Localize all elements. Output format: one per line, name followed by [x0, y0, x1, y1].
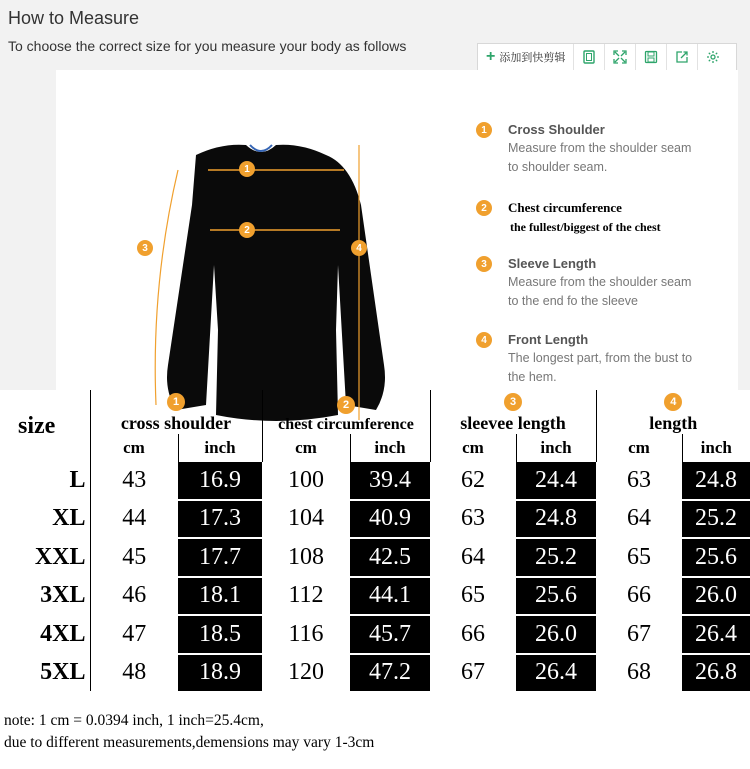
legend-sleeve	[476, 256, 716, 311]
marker-1: 1	[239, 161, 255, 177]
legend-chest	[476, 200, 716, 237]
legend-badge: 1	[476, 122, 492, 138]
gear-icon[interactable]	[698, 44, 728, 70]
inch-cell: 18.1	[178, 577, 262, 616]
legend-cross-shoulder	[476, 122, 716, 177]
legend-desc: Measure from the shoulder seam to shoulder seam.	[508, 141, 692, 174]
size-chart-table	[0, 390, 750, 691]
legend-badge: 2	[476, 200, 492, 216]
save-icon[interactable]	[636, 44, 667, 70]
cm-cell: 66	[627, 582, 651, 609]
col-sleeve: 3 sleevee length	[430, 390, 596, 434]
inch-cell: 26.0	[682, 577, 750, 616]
add-to-clip-button[interactable]	[478, 44, 574, 70]
table-row	[0, 538, 750, 577]
cm-cell: 45	[90, 538, 178, 577]
cm-cell: 65	[627, 543, 651, 570]
clip-toolbar	[477, 43, 737, 71]
plus-icon: +	[486, 48, 496, 65]
unit-cm: cm	[430, 434, 516, 462]
column-badge: 2	[337, 396, 355, 414]
cm-cell: 63	[627, 467, 651, 494]
unit-inch: inch	[516, 434, 596, 462]
legend-front-length	[476, 332, 716, 387]
inch-cell: 47.2	[350, 654, 430, 692]
inch-cell: 42.5	[350, 538, 430, 577]
cm-cell: 112	[288, 582, 324, 609]
cm-cell: 120	[288, 658, 324, 685]
cm-cell: 67	[461, 658, 485, 685]
inch-cell: 24.8	[682, 462, 750, 500]
legend-badge: 4	[476, 332, 492, 348]
inch-cell: 24.8	[516, 500, 596, 539]
marker-4: 4	[351, 240, 367, 256]
marker-3: 3	[137, 240, 153, 256]
table-header-row	[0, 390, 750, 434]
col-cross-shoulder: 1 cross shoulder	[90, 390, 262, 434]
unit-inch: inch	[350, 434, 430, 462]
table-row	[0, 500, 750, 539]
cm-cell: 44	[90, 500, 178, 539]
cm-cell: 67	[627, 620, 651, 647]
unit-inch: inch	[682, 434, 750, 462]
add-to-clip-label: 添加到快剪辑	[499, 52, 566, 64]
cm-cell: 48	[90, 654, 178, 692]
table-row	[0, 615, 750, 654]
unit-row	[0, 434, 750, 462]
inch-cell: 39.4	[350, 462, 430, 500]
inch-cell: 40.9	[350, 500, 430, 539]
marker-2: 2	[239, 222, 255, 238]
cm-cell: 43	[90, 462, 178, 500]
size-cell: L	[69, 467, 86, 494]
column-badge: 1	[167, 393, 185, 411]
legend-desc: Measure from the shoulder seam to the end fo the sleeve	[508, 275, 692, 308]
inch-cell: 45.7	[350, 615, 430, 654]
inch-cell: 17.3	[178, 500, 262, 539]
inch-cell: 25.6	[516, 577, 596, 616]
cm-cell: 47	[90, 615, 178, 654]
table-row	[0, 462, 750, 500]
screen-icon[interactable]	[574, 44, 605, 70]
unit-cm: cm	[90, 434, 178, 462]
size-cell: 5XL	[40, 658, 86, 685]
cm-cell: 63	[461, 505, 485, 532]
inch-cell: 25.2	[516, 538, 596, 577]
size-cell: XXL	[34, 543, 86, 570]
column-badge: 3	[504, 393, 522, 411]
inch-cell: 26.0	[516, 615, 596, 654]
cm-cell: 64	[627, 505, 651, 532]
cm-cell: 104	[288, 505, 324, 532]
cm-cell: 46	[90, 577, 178, 616]
cm-cell: 66	[461, 620, 485, 647]
legend-title: Sleeve Length	[508, 256, 597, 271]
size-cell: 4XL	[40, 620, 86, 647]
unit-cm: cm	[262, 434, 350, 462]
cm-cell: 64	[461, 543, 485, 570]
inch-cell: 16.9	[178, 462, 262, 500]
inch-cell: 25.2	[682, 500, 750, 539]
cm-cell: 62	[461, 467, 485, 494]
unit-cm: cm	[596, 434, 682, 462]
inch-cell: 26.4	[516, 654, 596, 692]
inch-cell: 26.4	[682, 615, 750, 654]
note-line-2: due to different measurements,demensions may vary 1-3cm	[4, 734, 375, 751]
inch-cell: 18.9	[178, 654, 262, 692]
legend-title: Chest circumference	[508, 200, 622, 215]
col-chest: 2 chest circumference	[262, 390, 430, 434]
column-badge: 4	[664, 393, 682, 411]
legend-badge: 3	[476, 256, 492, 272]
share-icon[interactable]	[667, 44, 698, 70]
legend-title: Front Length	[508, 332, 589, 347]
size-cell: 3XL	[40, 582, 86, 609]
expand-icon[interactable]	[605, 44, 636, 70]
legend-desc: the fullest/biggest of the chest	[510, 220, 661, 234]
page-title: How to Measure	[8, 8, 140, 28]
size-cell: XL	[52, 505, 86, 532]
cm-cell: 108	[288, 543, 324, 570]
table-row	[0, 577, 750, 616]
legend-title: Cross Shoulder	[508, 122, 605, 137]
cm-cell: 65	[461, 582, 485, 609]
table-row	[0, 654, 750, 692]
inch-cell: 44.1	[350, 577, 430, 616]
note-line-1: note: 1 cm = 0.0394 inch, 1 inch=25.4cm,	[4, 712, 264, 729]
inch-cell: 25.6	[682, 538, 750, 577]
col-length: 4 length	[596, 390, 750, 434]
cm-cell: 116	[288, 620, 324, 647]
cm-cell: 68	[627, 658, 651, 685]
inch-cell: 17.7	[178, 538, 262, 577]
legend-desc: The longest part, from the bust to the hem.	[508, 351, 693, 384]
unit-inch: inch	[178, 434, 262, 462]
cm-cell: 100	[288, 467, 324, 494]
inch-cell: 24.4	[516, 462, 596, 500]
measure-guide-panel	[56, 70, 738, 390]
conversion-note	[4, 710, 374, 754]
inch-cell: 18.5	[178, 615, 262, 654]
page-subtitle: To choose the correct size for you measure your body as follows	[8, 38, 407, 54]
inch-cell: 26.8	[682, 654, 750, 692]
size-header: size	[18, 412, 56, 439]
